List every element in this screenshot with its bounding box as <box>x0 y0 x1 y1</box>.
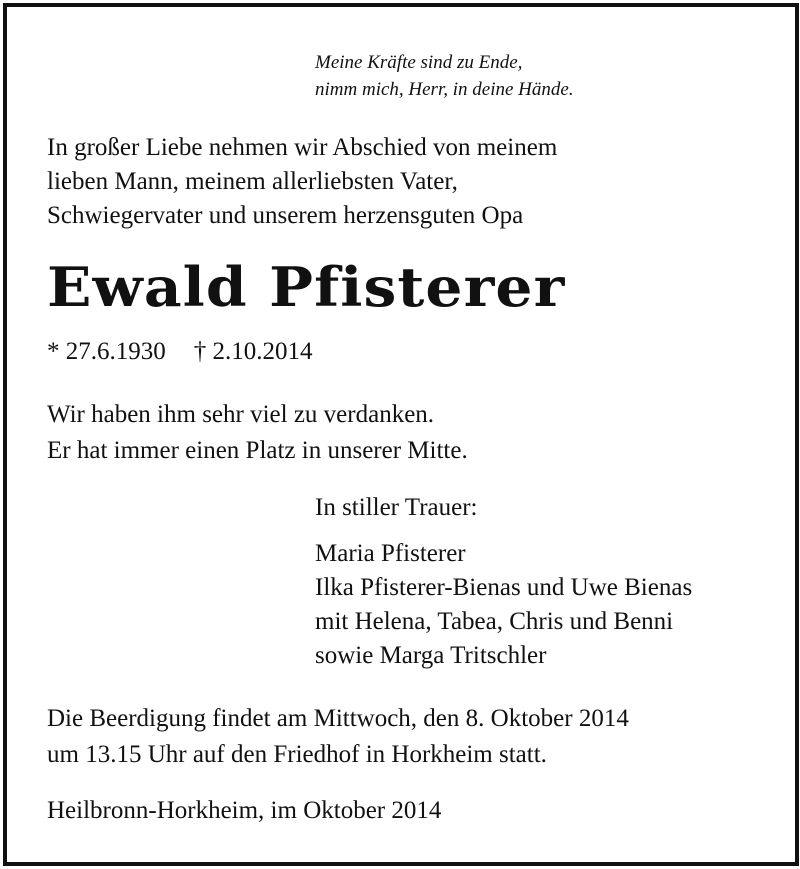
intro-text <box>47 131 557 233</box>
motto-line-1: Meine Kräfte sind zu Ende, <box>315 52 523 73</box>
mourner-name: Maria Pfisterer <box>315 540 466 567</box>
mourner-name: mit Helena, Tabea, Chris und Benni <box>315 608 674 635</box>
mourners-block <box>315 491 692 673</box>
obituary-frame <box>3 3 799 866</box>
intro-line-1: In großer Liebe nehmen wir Abschied von meinem <box>47 134 558 161</box>
tribute-text <box>47 397 468 469</box>
place-and-date: Heilbronn-Horkheim, im Oktober 2014 <box>47 797 442 824</box>
funeral-info <box>47 701 629 773</box>
motto-line-2: nimm mich, Herr, in deine Hände. <box>315 79 574 100</box>
mourning-heading: In stiller Trauer: <box>315 494 478 521</box>
intro-line-3: Schwiegervater und unserem herzensguten Opa <box>47 202 524 229</box>
birth-date: * 27.6.1930 <box>47 338 166 365</box>
tribute-line-1: Wir haben ihm sehr viel zu verdanken. <box>47 401 435 428</box>
funeral-line-1: Die Beerdigung findet am Mittwoch, den 8. Oktober 2014 <box>47 705 629 732</box>
deceased-name: Ewald Pfisterer <box>47 255 566 319</box>
intro-line-2: lieben Mann, meinem allerliebsten Vater, <box>47 168 458 195</box>
death-date: † 2.10.2014 <box>193 338 313 365</box>
motto-verse <box>315 49 574 103</box>
mourner-name: sowie Marga Tritschler <box>315 642 547 669</box>
tribute-line-2: Er hat immer einen Platz in unserer Mitte. <box>47 437 468 464</box>
life-dates <box>47 335 313 369</box>
funeral-line-2: um 13.15 Uhr auf den Friedhof in Horkheim statt. <box>47 741 547 768</box>
mourner-name: Ilka Pfisterer-Bienas und Uwe Bienas <box>315 574 693 601</box>
